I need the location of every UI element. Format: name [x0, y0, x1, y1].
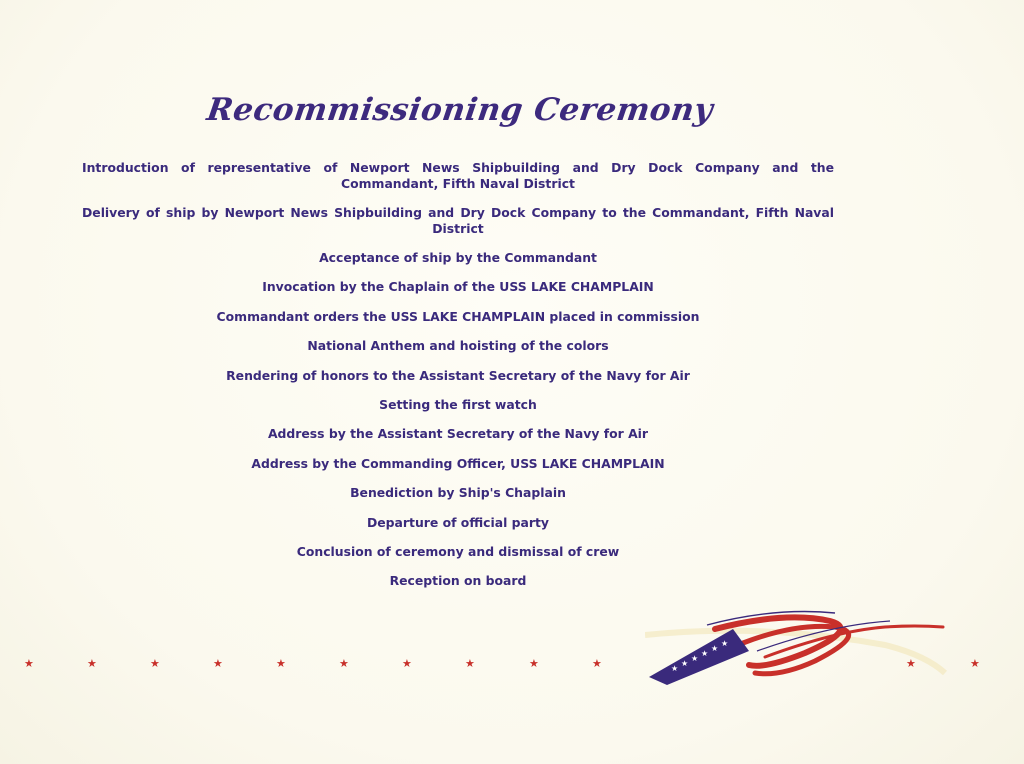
svg-text:★: ★: [701, 649, 709, 658]
program-item: Benediction by Ship's Chaplain: [350, 485, 566, 501]
page-title: Recommissioning Ceremony: [204, 92, 716, 128]
svg-text:★: ★: [721, 639, 729, 648]
program-item: Reception on board: [389, 573, 527, 589]
program-item: Address by the Commanding Officer, USS LAKE CHAMPLAIN: [251, 455, 665, 471]
ceremony-program-list: [82, 160, 834, 589]
star-icon: ★: [213, 657, 223, 670]
svg-text:★: ★: [681, 659, 689, 668]
svg-text:★: ★: [671, 664, 679, 673]
star-icon: ★: [906, 657, 916, 670]
program-item: Conclusion of ceremony and dismissal of crew: [296, 543, 620, 559]
star-icon: ★: [970, 657, 980, 670]
star-icon: ★: [465, 657, 475, 670]
flag-ribbon-icon: [645, 605, 955, 685]
program-item: Delivery of ship by Newport News Shipbuilding and Dry Dock Company to the Commandant, Fifth Naval District: [82, 205, 834, 236]
star-icon: ★: [24, 657, 34, 670]
star-icon: ★: [87, 657, 97, 670]
star-icon: ★: [592, 657, 602, 670]
program-item: Acceptance of ship by the Commandant: [319, 250, 597, 265]
star-icon: ★: [402, 657, 412, 670]
program-item: Introduction of representative of Newport News Shipbuilding and Dry Dock Company and the Commandant, Fifth Naval District: [82, 160, 834, 191]
svg-text:★: ★: [711, 644, 719, 653]
star-icon: ★: [529, 657, 539, 670]
star-icon: ★: [276, 657, 286, 670]
program-item: Departure of official party: [366, 514, 549, 530]
svg-text:★: ★: [691, 654, 699, 663]
star-icon: ★: [150, 657, 160, 670]
program-item: Setting the first watch: [379, 396, 537, 412]
program-item: Address by the Assistant Secretary of the Navy for Air: [267, 426, 649, 442]
program-item: National Anthem and hoisting of the colors: [307, 338, 609, 354]
program-item: Commandant orders the USS LAKE CHAMPLAIN placed in commission: [216, 308, 700, 324]
program-item: Rendering of honors to the Assistant Secretary of the Navy for Air: [226, 367, 690, 383]
star-icon: ★: [339, 657, 349, 670]
program-item: Invocation by the Chaplain of the USS LAKE CHAMPLAIN: [262, 279, 654, 295]
